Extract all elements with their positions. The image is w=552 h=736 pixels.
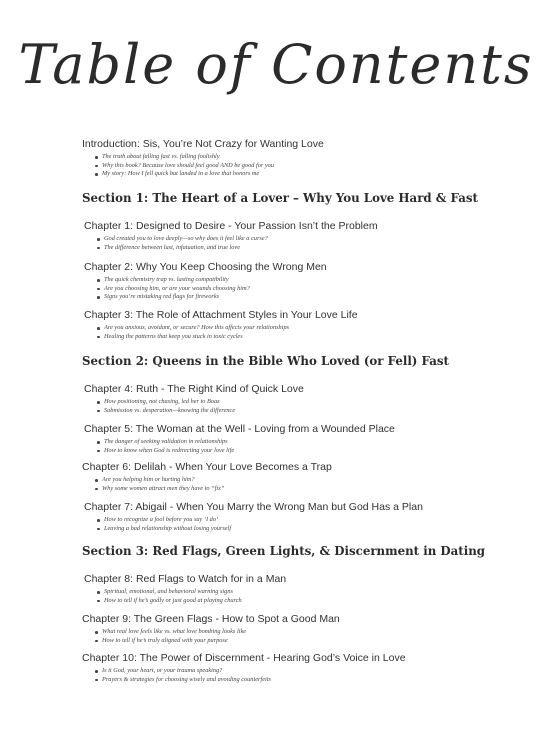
chapter-10-bullets <box>96 667 522 684</box>
bullet-item: Spiritual, emotional, and behavioral warning signs <box>98 588 524 597</box>
chapter-3-bullets <box>98 324 524 341</box>
bullet-item: The difference between lust, infatuation, and true love <box>98 244 524 253</box>
chapter-7-title: Chapter 7: Abigail - When You Marry the Wrong Man but God Has a Plan <box>84 501 423 513</box>
chapter-6-title: Chapter 6: Delilah - When Your Love Becomes a Trap <box>82 461 332 473</box>
chapter-9-bullets <box>96 628 522 645</box>
chapter-2-entry <box>84 260 524 302</box>
chapter-4-title: Chapter 4: Ruth - The Right Kind of Quick Love <box>84 383 304 395</box>
bullet-item: How to recognize a fool before you say ‘I do’ <box>98 516 524 525</box>
chapter-3-entry <box>84 308 524 341</box>
introduction-title: Introduction: Sis, You’re Not Crazy for Wanting Love <box>82 138 324 150</box>
bullet-item: Submission vs. desperation—knowing the difference <box>98 407 524 416</box>
chapter-8-bullets <box>98 588 524 605</box>
introduction-entry <box>82 137 522 179</box>
bullet-item: What real love feels like vs. what love bombing looks like <box>96 628 522 637</box>
chapter-1-bullets <box>98 235 524 252</box>
bullet-item: My story: How I fell quick but landed in a love that honors me <box>96 170 522 179</box>
bullet-item: Prayers & strategies for choosing wisely and avoiding counterfeits <box>96 676 522 685</box>
section-2-heading: Section 2: Queens in the Bible Who Loved (or Fell) Fast <box>82 354 449 368</box>
chapter-4-entry <box>84 382 524 415</box>
bullet-item: How to tell if he’s truly aligned with your purpose <box>96 637 522 646</box>
section-3-heading: Section 3: Red Flags, Green Lights, & Discernment in Dating <box>82 544 486 558</box>
chapter-5-title: Chapter 5: The Woman at the Well - Loving from a Wounded Place <box>84 423 395 435</box>
bullet-item: How to tell if he’s godly or just good at playing church <box>98 597 524 606</box>
chapter-2-title: Chapter 2: Why You Keep Choosing the Wrong Men <box>84 261 327 273</box>
chapter-3-title: Chapter 3: The Role of Attachment Styles in Your Love Life <box>84 309 358 321</box>
chapter-1-entry <box>84 219 524 252</box>
chapter-9-title: Chapter 9: The Green Flags - How to Spot a Good Man <box>82 613 340 625</box>
bullet-item: Are you helping him or hurting him? <box>96 476 522 485</box>
chapter-8-title: Chapter 8: Red Flags to Watch for in a Man <box>84 573 287 585</box>
bullet-item: How to know when God is redirecting your love life <box>98 447 524 456</box>
chapter-1-title: Chapter 1: Designed to Desire - Your Passion Isn’t the Problem <box>84 220 378 232</box>
chapter-5-bullets <box>98 438 524 455</box>
bullet-item: Why some women attract men they have to “fix” <box>96 485 522 494</box>
bullet-item: Why this book? Because love should feel good AND be good for you <box>96 162 522 171</box>
bullet-item: How positioning, not chasing, led her to Boaz <box>98 398 524 407</box>
bullet-item: The quick chemistry trap vs. lasting compatibility <box>98 276 524 285</box>
page-title: Table of Contents <box>18 33 534 96</box>
chapter-4-bullets <box>98 398 524 415</box>
chapter-8-entry <box>84 572 524 605</box>
section-1-heading: Section 1: The Heart of a Lover – Why You Love Hard & Fast <box>82 191 478 205</box>
introduction-bullets <box>96 153 522 179</box>
bullet-item: Leaving a bad relationship without losing yourself <box>98 525 524 534</box>
chapter-9-entry <box>82 612 522 645</box>
chapter-2-bullets <box>98 276 524 302</box>
bullet-item: Healing the patterns that keep you stuck in toxic cycles <box>98 333 524 342</box>
bullet-item: Are you choosing him, or are your wounds choosing him? <box>98 285 524 294</box>
bullet-item: Are you anxious, avoidant, or secure? How this affects your relationships <box>98 324 524 333</box>
bullet-item: Signs you’re mistaking red flags for fireworks <box>98 293 524 302</box>
bullet-item: God created you to love deeply—so why does it feel like a curse? <box>98 235 524 244</box>
chapter-10-entry <box>82 651 522 684</box>
chapter-7-bullets <box>98 516 524 533</box>
bullet-item: The truth about falling fast vs. falling foolishly <box>96 153 522 162</box>
chapter-7-entry <box>84 500 524 533</box>
chapter-6-bullets <box>96 476 522 493</box>
chapter-6-entry <box>82 460 522 493</box>
bullet-item: Is it God, your heart, or your trauma speaking? <box>96 667 522 676</box>
chapter-10-title: Chapter 10: The Power of Discernment - Hearing God’s Voice in Love <box>82 652 406 664</box>
chapter-5-entry <box>84 422 524 455</box>
bullet-item: The danger of seeking validation in relationships <box>98 438 524 447</box>
